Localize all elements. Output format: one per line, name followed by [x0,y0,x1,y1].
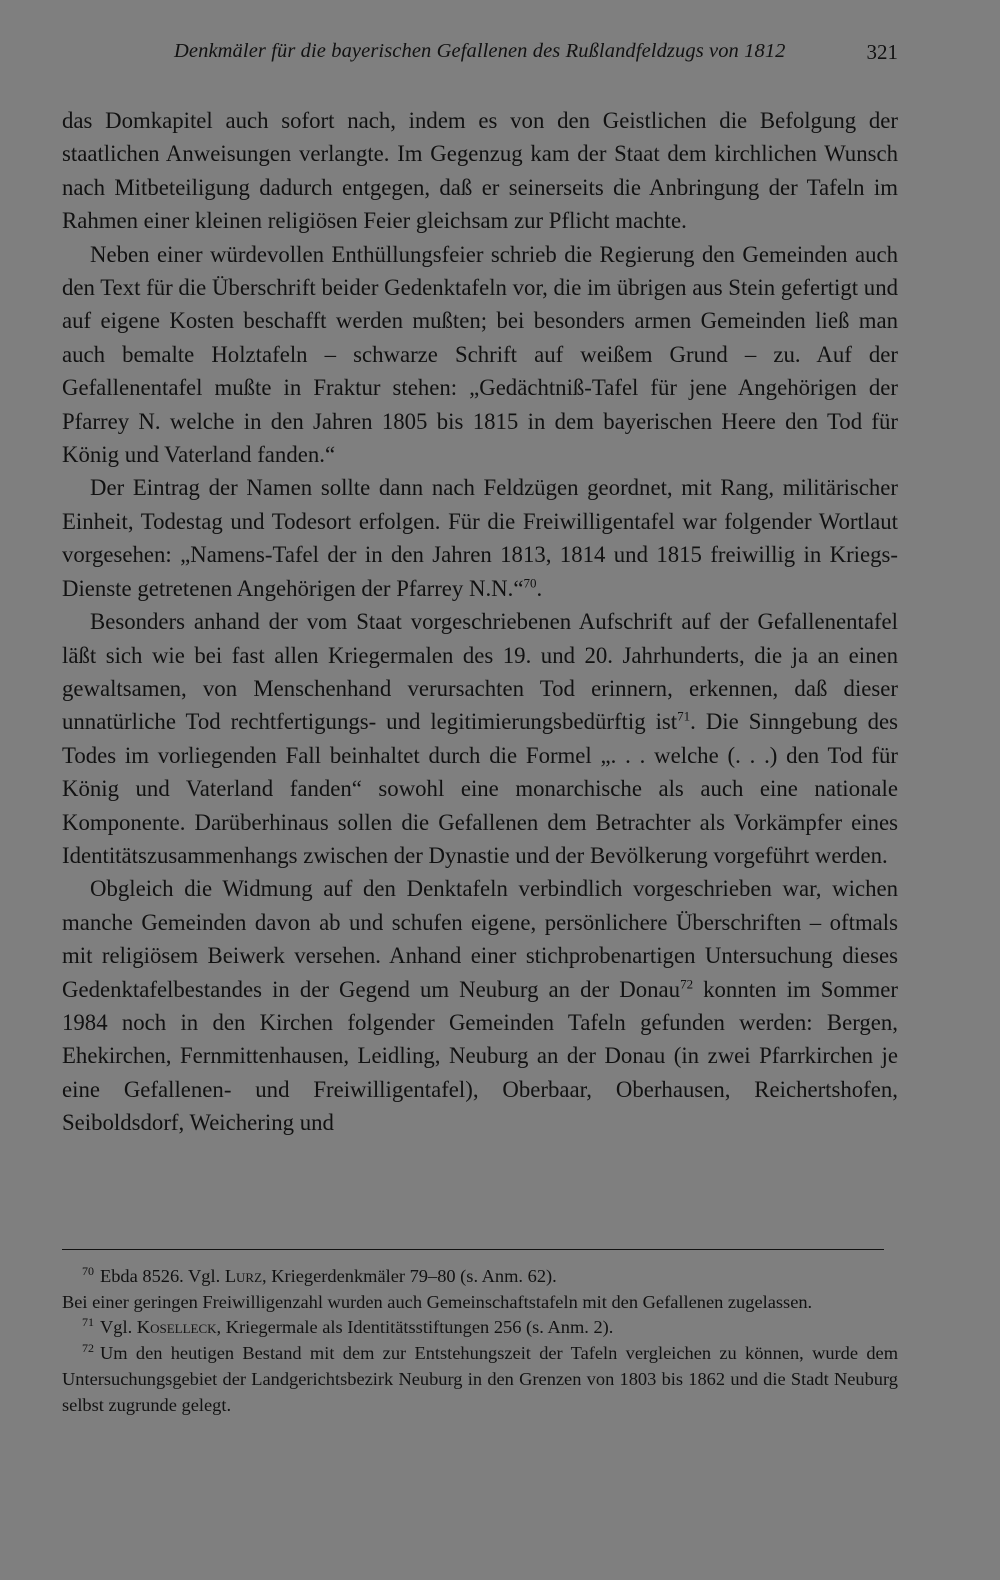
paragraph-5-text-a: Obgleich die Widmung auf den Denktafeln verbindlich vorgeschrieben war, wichen manche Gemeinden davon ab und schufen eigene, persönlichere Überschriften – oftmals mit religiösem Beiwerk versehen. Anhand einer stichprobenartigen Untersuchung dieses Gedenktafelbestandes in der Gegend um Neuburg an der Donau [62,876,898,1002]
paragraph-3-end: . [536,575,543,601]
footnote-70 [62,1264,898,1290]
paragraph-2-text: Neben einer würdevollen Enthüllungsfeier schrieb die Regierung den Gemeinden auch den Text für die Überschrift beider Gedenktafeln vor, die im übrigen aus Stein gefertigt und auf eigene Kosten beschafft werden mußten; bei besonders armen Gemeinden ließ man auch bemalte Holztafeln – schwarze Schrift auf weißem Grund – zu. Auf der Gefallenentafel mußte in Fraktur stehen: „Gedächtniß-Tafel für jene Angehörigen der Pfarrey N. welche in den Jahren 1805 bis 1815 in dem bayerischen Heere den Tod für König und Vaterland fanden.“ [62,241,898,468]
paragraph-1-text: das Domkapitel auch sofort nach, indem es von den Geistlichen die Befolgung der staatlichen Anweisungen verlangte. Im Gegenzug kam der Staat dem kirchlichen Wunsch nach Mitbeteiligung dadurch entgegen, daß er seinerseits die Anbringung der Tafeln im Rahmen einer kleinen religiösen Feier gleichsam zur Pflicht machte. [62,108,898,234]
footnote-ref-70: 70 [523,575,537,591]
paragraph-3-text: Der Eintrag der Namen sollte dann nach Feldzügen geordnet, mit Rang, militärischer Einheit, Todestag und Todesort erfolgen. Für die Freiwilligentafel war folgender Wortlaut vorgesehen: „Namens-Tafel der in den Jahren 1813, 1814 und 1815 freiwillig in Kriegs-Dienste getretenen Angehörigen der Pfarrey N.N.“ [62,475,898,601]
page-number: 321 [866,40,898,64]
footnote-72-text: Um den heutigen Bestand mit dem zur Entstehungszeit der Tafeln vergleichen zu können, wurde dem Untersuchungsgebiet der Landgerichtsbezirk Neuburg in den Grenzen von 1803 bis 1862 und die Stadt Neuburg selbst zugrunde gelegt. [62,1343,898,1415]
footnote-72-mark: 72 [82,1340,94,1355]
footnote-71-text-b: , Kriegermale als Identitätsstiftungen 256 (s. Anm. 2). [216,1317,614,1338]
main-text [62,104,898,1140]
running-title: Denkmäler für die bayerischen Gefallenen des Rußlandfeldzugs von 1812 [174,40,786,62]
footnote-71 [62,1315,898,1341]
footnote-71-mark: 71 [82,1315,94,1330]
footnote-70-continuation: Bei einer geringen Freiwilligenzahl wurden auch Gemeinschaftstafeln mit den Gefallenen zugelassen. [62,1291,813,1312]
footnote-71-text-a: Vgl. [100,1317,137,1338]
footnotes [62,1264,898,1418]
paragraph-4-text-a: Besonders anhand der vom Staat vorgeschriebenen Aufschrift auf der Gefallenentafel läßt sich wie bei fast allen Kriegermalen des 19. und 20. Jahrhunderts, die ja an einen gewaltsamen, von Menschenhand verursachten Tod erinnern, erkennen, daß dieser unnatürliche Tod rechtfertigungs- und legitimierungsbedürftig ist [62,609,898,735]
footnote-72 [62,1341,898,1418]
footnote-71-author: Koselleck [136,1317,217,1338]
paragraph-5-text-b: konnten im Sommer 1984 noch in den Kirchen folgender Gemeinden Tafeln gefunden werden: Bergen, Ehekirchen, Fernmittenhausen, Leidling, Neuburg an der Donau (in zwei Pfarrkirchen je eine Gefallenen- und Freiwilligentafel), Oberbaar, Oberhausen, Reichertshofen, Seiboldsdorf, Weichering und [62,976,898,1136]
paragraph-2 [62,238,898,472]
paragraph-1 [62,104,898,238]
footnote-separator [62,1249,884,1250]
paragraph-3 [62,471,898,605]
footnote-70-author: Lurz [224,1266,263,1286]
footnote-70-text-a: Ebda 8526. Vgl. [100,1266,225,1286]
paragraph-5 [62,872,898,1139]
paragraph-4 [62,605,898,872]
footnote-70-mark: 70 [82,1263,94,1278]
footnote-ref-71: 71 [677,708,691,724]
page-header [62,40,898,76]
paragraph-4-text-b: . Die Sinngebung des Todes im vorliegenden Fall beinhaltet durch die Formel „. . . welche (. . .) den Tod für König und Vaterland fanden“ sowohl eine monarchische als auch eine nationale Komponente. Darüberhinaus sollen die Gefallenen dem Betrachter als Vorkämpfer eines Identitätszusammenhangs zwischen der Dynastie und der Bevölkerung vorgeführt werden. [62,709,898,868]
footnote-70-text-b: , Kriegerdenkmäler 79–80 (s. Anm. 62). [262,1266,557,1286]
footnote-ref-72: 72 [680,975,694,991]
